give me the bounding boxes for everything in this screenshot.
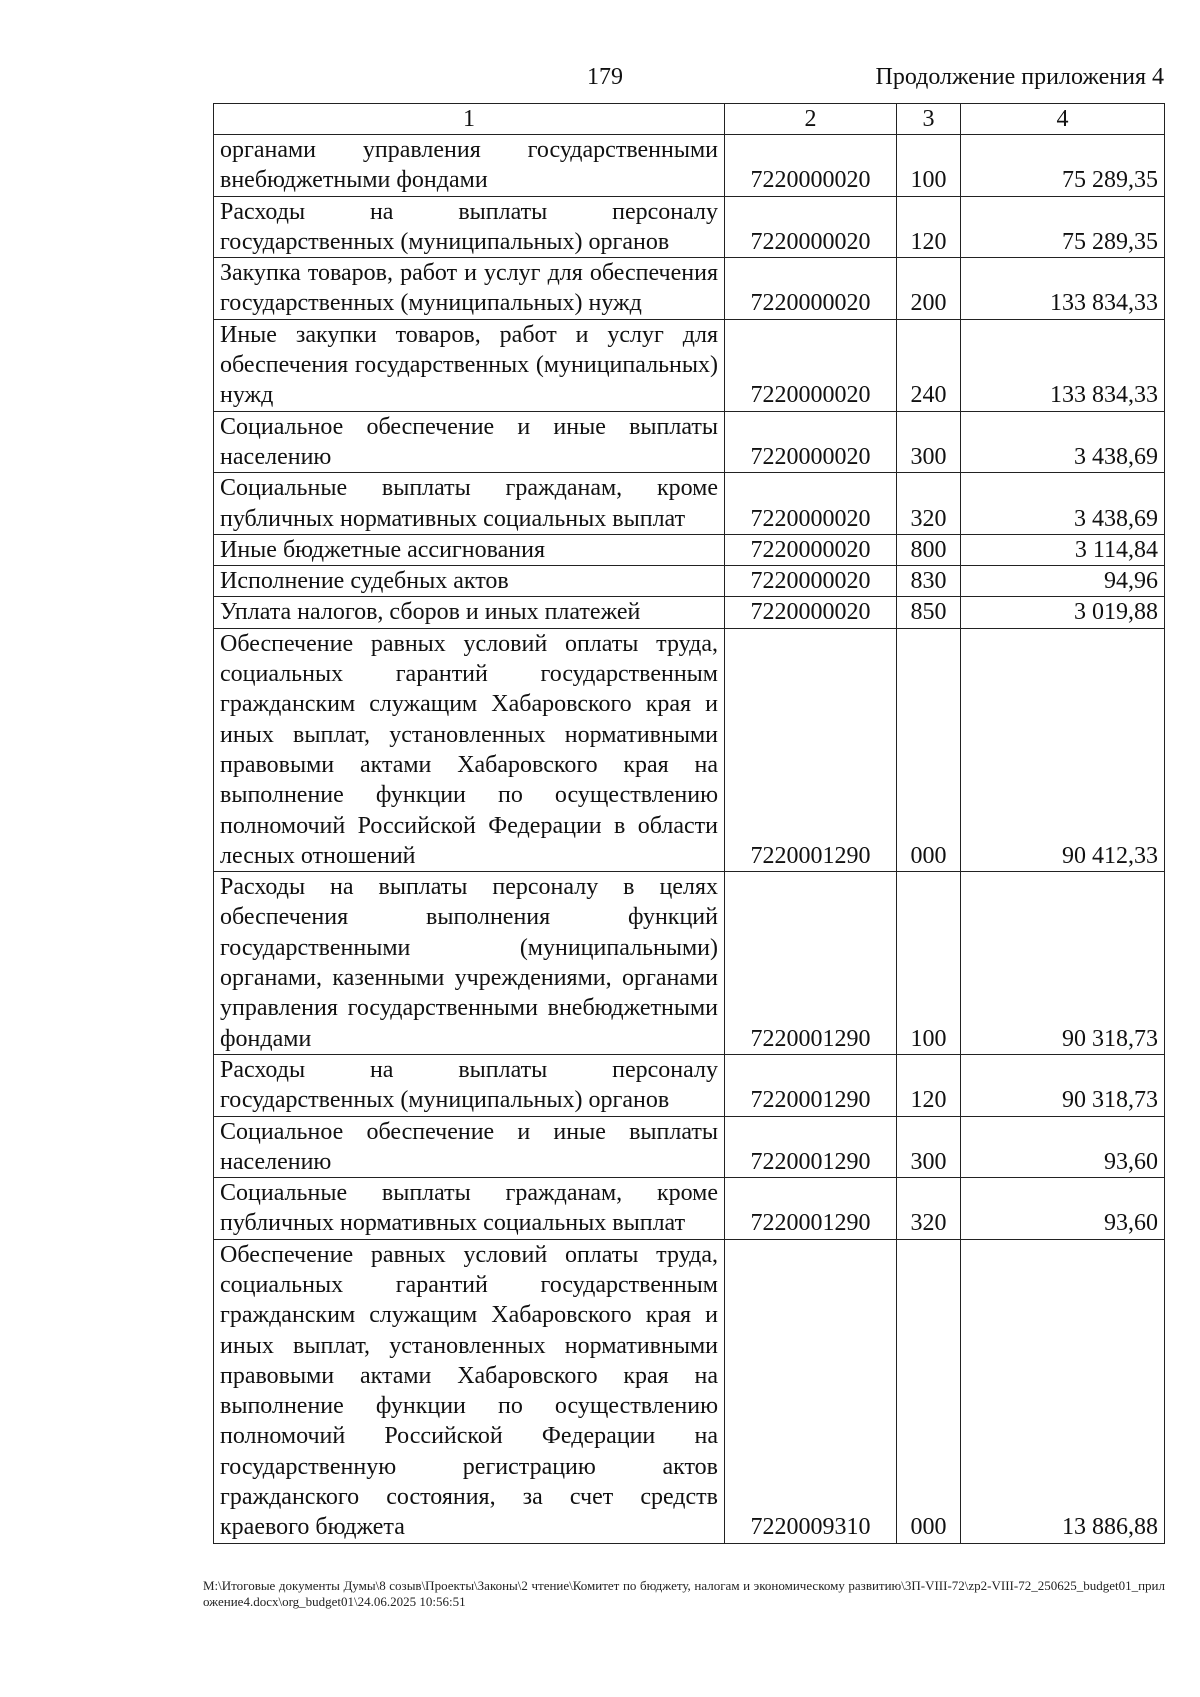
expense-description: Расходы на выплаты персоналу государственных (муниципальных) органов [214,196,725,258]
expense-type-code: 000 [897,1239,961,1543]
amount: 3 438,69 [961,473,1165,535]
expense-type-code: 000 [897,628,961,871]
target-article-code: 7220001290 [725,1116,897,1178]
target-article-code: 7220000020 [725,258,897,320]
expense-type-code: 120 [897,196,961,258]
table-row [214,411,1165,473]
budget-table-body [214,104,1165,1544]
expense-description: Уплата налогов, сборов и иных платежей [214,597,725,628]
expense-type-code: 100 [897,872,961,1055]
target-article-code: 7220000020 [725,534,897,565]
target-article-code: 7220000020 [725,473,897,535]
amount: 75 289,35 [961,135,1165,197]
amount: 90 318,73 [961,1054,1165,1116]
expense-description: Социальные выплаты гражданам, кроме публичных нормативных социальных выплат [214,1178,725,1240]
table-row [214,196,1165,258]
expense-description: Расходы на выплаты персоналу в целях обеспечения выполнения функций государственными (муниципальными) органами, казенными учреждениями, органами управления государственными внебюджетными фондами [214,872,725,1055]
table-row [214,597,1165,628]
expense-type-code: 100 [897,135,961,197]
target-article-code: 7220001290 [725,628,897,871]
target-article-code: 7220001290 [725,1178,897,1240]
table-row [214,319,1165,411]
target-article-code: 7220000020 [725,196,897,258]
table-row [214,1178,1165,1240]
target-article-code: 7220000020 [725,566,897,597]
table-row [214,1239,1165,1543]
table-row [214,534,1165,565]
column-header: 1 [214,104,725,135]
expense-type-code: 240 [897,319,961,411]
amount: 90 412,33 [961,628,1165,871]
amount: 75 289,35 [961,196,1165,258]
table-row [214,473,1165,535]
table-row [214,258,1165,320]
column-header: 4 [961,104,1165,135]
budget-table [213,103,1165,1544]
expense-type-code: 830 [897,566,961,597]
table-row [214,872,1165,1055]
amount: 133 834,33 [961,319,1165,411]
amount: 13 886,88 [961,1239,1165,1543]
amount: 3 019,88 [961,597,1165,628]
column-number-row [214,104,1165,135]
expense-description: Иные закупки товаров, работ и услуг для обеспечения государственных (муниципальных) нужд [214,319,725,411]
page-number: 179 [587,64,623,90]
expense-type-code: 120 [897,1054,961,1116]
column-header: 3 [897,104,961,135]
target-article-code: 7220009310 [725,1239,897,1543]
expense-description: Исполнение судебных актов [214,566,725,597]
amount: 3 114,84 [961,534,1165,565]
appendix-label: Продолжение приложения 4 [875,64,1164,90]
expense-description: Расходы на выплаты персоналу государственных (муниципальных) органов [214,1054,725,1116]
amount: 90 318,73 [961,872,1165,1055]
expense-type-code: 320 [897,1178,961,1240]
expense-type-code: 300 [897,1116,961,1178]
expense-description: Социальное обеспечение и иные выплаты населению [214,411,725,473]
target-article-code: 7220000020 [725,597,897,628]
table-row [214,566,1165,597]
table-row [214,628,1165,871]
target-article-code: 7220001290 [725,1054,897,1116]
target-article-code: 7220001290 [725,872,897,1055]
target-article-code: 7220000020 [725,411,897,473]
expense-type-code: 850 [897,597,961,628]
amount: 3 438,69 [961,411,1165,473]
expense-type-code: 800 [897,534,961,565]
column-header: 2 [725,104,897,135]
expense-description: Социальное обеспечение и иные выплаты населению [214,1116,725,1178]
amount: 94,96 [961,566,1165,597]
expense-description: Социальные выплаты гражданам, кроме публичных нормативных социальных выплат [214,473,725,535]
expense-description: органами управления государственными внебюджетными фондами [214,135,725,197]
table-row [214,1116,1165,1178]
amount: 93,60 [961,1116,1165,1178]
expense-description: Иные бюджетные ассигнования [214,534,725,565]
file-path-footer: M:\Итоговые документы Думы\8 созыв\Проекты\Законы\2 чтение\Комитет по бюджету, налогам и экономическому развитию\3П-VIII-72\zp2-VIII-72_250625_budget01_приложение4.docx\org_budget01\24.06.2025 10:56:51 [203,1578,1165,1609]
expense-description: Обеспечение равных условий оплаты труда, социальных гарантий государственным гражданским служащим Хабаровского края и иных выплат, установленных нормативными правовыми актами Хабаровского края на выполнение функции по осуществлению полномочий Российской Федерации на государственную регистрацию актов гражданского состояния, за счет средств краевого бюджета [214,1239,725,1543]
expense-description: Обеспечение равных условий оплаты труда, социальных гарантий государственным гражданским служащим Хабаровского края и иных выплат, установленных нормативными правовыми актами Хабаровского края на выполнение функции по осуществлению полномочий Российской Федерации в области лесных отношений [214,628,725,871]
expense-type-code: 300 [897,411,961,473]
target-article-code: 7220000020 [725,135,897,197]
expense-type-code: 200 [897,258,961,320]
target-article-code: 7220000020 [725,319,897,411]
table-row [214,135,1165,197]
amount: 93,60 [961,1178,1165,1240]
expense-description: Закупка товаров, работ и услуг для обеспечения государственных (муниципальных) нужд [214,258,725,320]
amount: 133 834,33 [961,258,1165,320]
table-row [214,1054,1165,1116]
expense-type-code: 320 [897,473,961,535]
